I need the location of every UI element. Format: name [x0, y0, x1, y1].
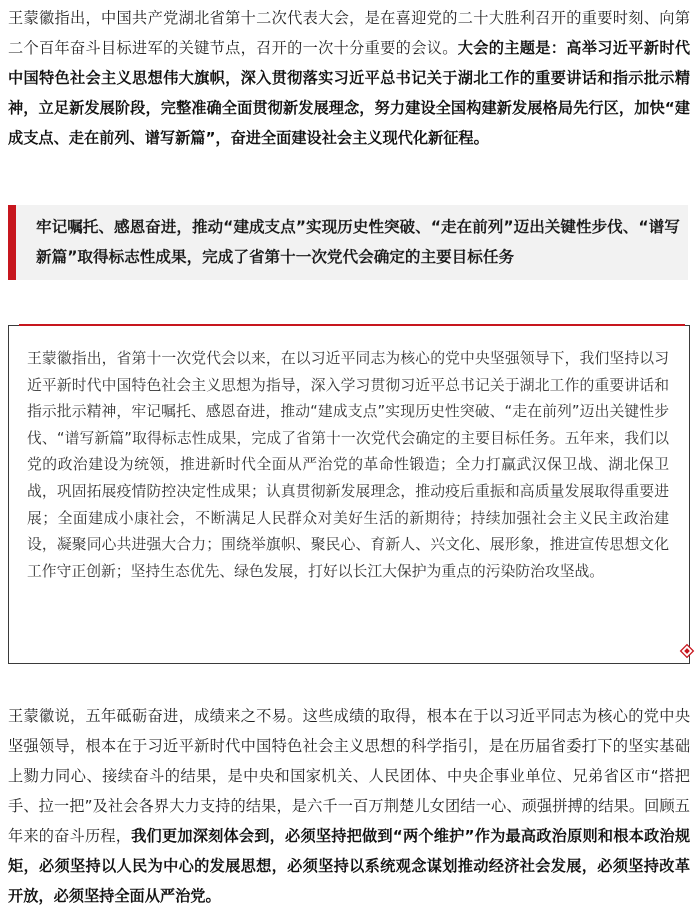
- intro-theme-bold: 大会的主题是：高举习近平新时代中国特色社会主义思想伟大旗帜，深入贯彻落实习近平总书记关于湖北工作的重要讲话和指示批示精神，立足新发展阶段，完整准确全面贯彻新发展理念，努力建设全国构建新发展格局先行区，加快“建成支点、走在前列、谱写新篇”，奋进全面建设社会主义现代化新征程。: [8, 39, 691, 147]
- quote-text: 王蒙徽指出，省第十一次党代会以来，在以习近平同志为核心的党中央坚强领导下，我们坚持以习近平新时代中国特色社会主义思想为指导，深入学习贯彻习近平总书记关于湖北工作的重要讲话和指示批示精神，牢记嘱托、感恩奋进，推动“建成支点”实现历史性突破、“走在前列”迈出关键性步伐、“谱写新篇”取得标志性成果，完成了省第十一次党代会确定的主要目标任务。五年来，我们以党的政治建设为统领，推进新时代全面从严治党的革命性锻造；全力打赢武汉保卫战、湖北保卫战，巩固拓展疫情防控决定性成果；认真贯彻新发展理念，推动疫后重振和高质量发展取得重要进展；全面建成小康社会，不断满足人民群众对美好生活的新期待；持续加强社会主义民主政治建设，凝聚同心共进强大合力；围绕举旗帜、聚民心、育新人、兴文化、展形象，推进宣传思想文化工作守正创新；坚持生态优先、绿色发展，打好以长江大保护为重点的污染防治攻坚战。: [27, 350, 669, 580]
- highlight-callout: [8, 205, 688, 280]
- intro-text: 王蒙徽指出，中国共产党湖北省第十二次代表大会，是在喜迎党的二十大胜利召开的重要时刻、向第二个百年奋斗目标进军的关键节点，召开的一次十分重要的会议。: [8, 9, 690, 57]
- summary-paragraph: [8, 701, 690, 911]
- highlight-text: 牢记嘱托、感恩奋进，推动“建成支点”实现历史性突破、“走在前列”迈出关键性步伐、“谱写新篇”取得标志性成果，完成了省第十一次党代会确定的主要目标任务: [36, 218, 680, 266]
- diamond-corner-icon: [679, 643, 695, 659]
- summary-conclusion-bold: 我们更加深刻体会到，必须坚持把做到“两个维护”作为最高政治原则和根本政治规矩，必须坚持以人民为中心的发展思想，必须坚持以系统观念谋划推动经济社会发展，必须坚持改革开放，必须坚持全面从严治党。: [8, 827, 691, 905]
- summary-text: 王蒙徽说，五年砥砺奋进，成绩来之不易。这些成绩的取得，根本在于以习近平同志为核心的党中央坚强领导，根本在于习近平新时代中国特色社会主义思想的科学指引，是在历届省委打下的坚实基础上勠力同心、接续奋斗的结果，是中央和国家机关、人民团体、中央企事业单位、兄弟省区市“搭把手、拉一把”及社会各界大力支持的结果，是六千一百万荆楚儿女团结一心、顽强拼搏的结果。回顾五年来的奋斗历程，: [8, 707, 690, 845]
- intro-paragraph: [8, 3, 690, 153]
- quote-top-accent-bar: [19, 324, 685, 326]
- quote-box: [8, 325, 690, 664]
